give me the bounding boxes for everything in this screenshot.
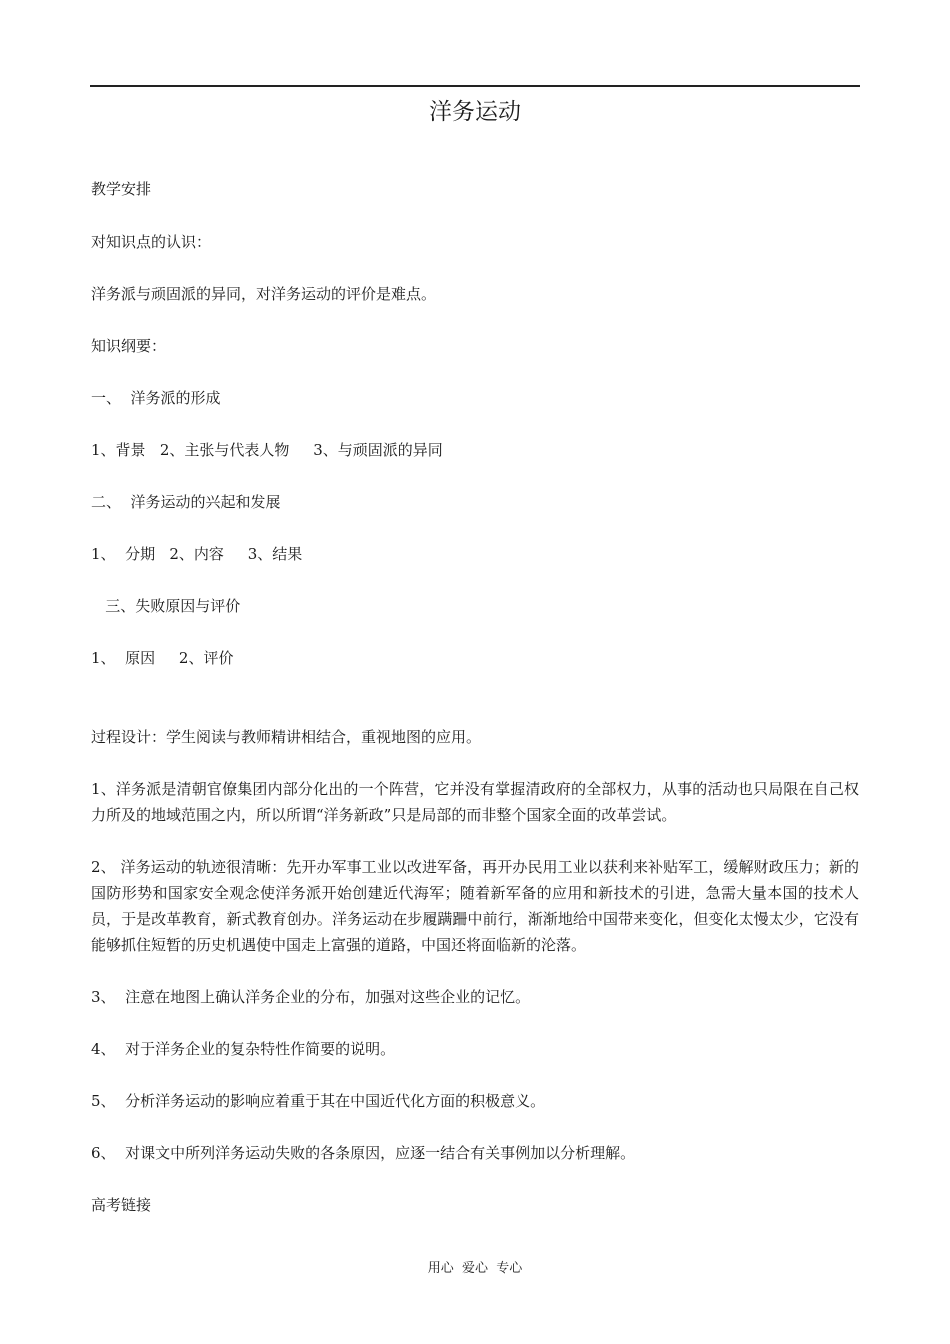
- paragraph-process-design: 过程设计：学生阅读与教师精讲相结合，重视地图的应用。: [91, 728, 482, 746]
- design-point-6: 6、 对课文中所列洋务运动失败的各条原因，应逐一结合有关事例加以分析理解。: [91, 1144, 636, 1162]
- design-point-5: 5、 分析洋务运动的影响应着重于其在中国近代化方面的积极意义。: [91, 1092, 546, 1110]
- paragraph-outline-heading: 知识纲要：: [91, 337, 167, 355]
- page-footer: 用心 爱心 专心: [427, 1261, 523, 1276]
- design-point-1: 1、洋务派是清朝官僚集团内部分化出的一个阵营，它并没有掌握清政府的全部权力，从事的活动也只局限在自己权力所及的地域范围之内，所以所谓“洋务新政”只是局部的而非整个国家全面的改革尝试。: [91, 780, 859, 824]
- outline-section-1-items: 1、背景 2、主张与代表人物 3、与顽固派的异同: [91, 441, 443, 459]
- design-point-2: 2、 洋务运动的轨迹很清晰：先开办军事工业以改进军备，再开办民用工业以获利来补贴军工，缓解财政压力；新的国防形势和国家安全观念使洋务派开始创建近代海军；随着新军备的应用和新技术的引进，急需大量本国的技术人员，于是改革教育，新式教育创办。洋务运动在步履蹒跚中前行，渐渐地给中国带来变化，但变化太慢太少，它没有能够抓住短暂的历史机遇使中国走上富强的道路，中国还将面临新的沦落。: [91, 858, 859, 954]
- paragraph-exam-link: 高考链接: [91, 1196, 152, 1214]
- outline-section-2-items: 1、 分期 2、内容 3、结果: [91, 545, 303, 563]
- design-point-4: 4、 对于洋务企业的复杂特性作简要的说明。: [91, 1040, 396, 1058]
- design-point-3: 3、 注意在地图上确认洋务企业的分布，加强对这些企业的记忆。: [91, 988, 531, 1006]
- paragraph-teaching-arrangement: 教学安排: [91, 180, 152, 198]
- outline-section-1: 一、 洋务派的形成: [91, 389, 221, 407]
- paragraph-difficulty: 洋务派与顽固派的异同，对洋务运动的评价是难点。: [91, 285, 437, 303]
- outline-section-3-items: 1、 原因 2、评价: [91, 649, 234, 667]
- header-rule: [90, 85, 860, 87]
- paragraph-knowledge-understanding: 对知识点的认识：: [91, 233, 212, 251]
- document-title: 洋务运动: [429, 99, 521, 125]
- outline-section-2: 二、 洋务运动的兴起和发展: [91, 493, 281, 511]
- outline-section-3: 三、失败原因与评价: [91, 597, 241, 615]
